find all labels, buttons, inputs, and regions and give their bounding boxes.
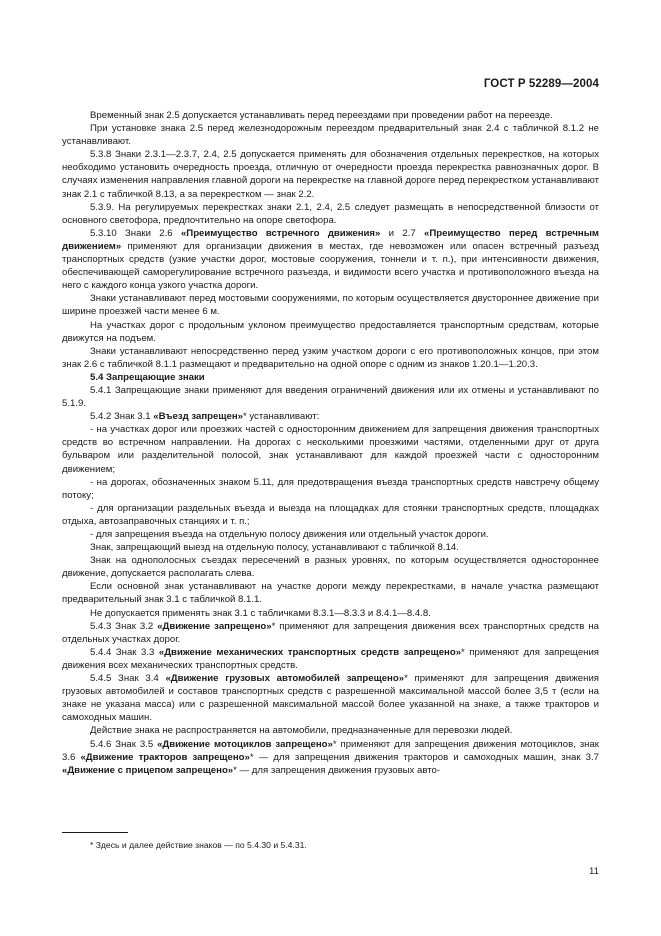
paragraph-text: 5.3.9. На регулируемых перекрестках знаки 2.1, 2.4, 2.5 следует размещать в непосредственной близости от основного светофора, предпочтительно на опоре светофора. — [62, 201, 599, 226]
paragraph-text: Знак на однополосных съездах пересечений в разных уровнях, по которым осуществляется одностороннее движение, допускается располагать слева. — [62, 555, 599, 580]
paragraph-text: 5.3.10 Знаки 2.6 — [90, 227, 181, 239]
body-paragraph — [62, 148, 599, 200]
body-paragraph — [62, 580, 599, 606]
body-paragraph — [62, 528, 599, 541]
section-heading — [62, 371, 599, 384]
paragraph-text: применяют для организации движения в местах, где невозможен или опасен встречный разъезд транспортных средств (узкие участки дорог, мостовые сооружения, тоннели и т. п.), при интенсивности движения, обеспечивающей саморегулирование встречного разъезда, и видимости всего участка и противоположного въезда на него с каждого конца узкого участка дороги. — [62, 240, 599, 292]
paragraph-text: и 2.7 — [380, 227, 425, 239]
paragraph-text: - для запрещения въезда на отдельную полосу движения или отдельный участок дороги. — [90, 529, 489, 540]
paragraph-text: Знак, запрещающий выезд на отдельную полосу, устанавливают с табличкой 8.14. — [90, 542, 459, 554]
paragraph-text: На участках дорог с продольным уклоном преимущество предоставляется транспортным средствам, которые движутся на подъем. — [62, 319, 599, 344]
paragraph-text: * устанавливают: — [242, 411, 320, 423]
body-paragraph — [62, 345, 599, 371]
paragraph-text: - на дорогах, обозначенных знаком 5.11, для предотвращения въезда транспортных средств навстречу общему потоку; — [62, 476, 599, 501]
paragraph-text: * применяют для запрещения движения всех транспортных средств на отдельных участках дорог. — [62, 620, 600, 645]
body-paragraph — [62, 541, 599, 554]
paragraph-text: 5.4.1 Запрещающие знаки применяют для введения ограничений движения или их отмены и устанавливают по 5.1.9. — [62, 384, 599, 410]
body-paragraph — [62, 554, 599, 580]
sign-name: «Движение мотоциклов запрещено» — [157, 738, 333, 750]
document-header: ГОСТ Р 52289—2004 — [483, 78, 599, 90]
paragraph-text: Знаки устанавливают непосредственно перед узким участком дороги с его противоположных концов, при этом знак 2.6 с табличкой 8.1.1 размещают и предварительно на одной опоре с одним из знаков 1.20.1—1.20.3. — [62, 345, 599, 370]
body-paragraph — [62, 109, 599, 122]
body-paragraph — [62, 201, 599, 227]
paragraph-text: 5.4.2 Знак 3.1 — [90, 411, 154, 423]
footnote-divider — [62, 832, 128, 833]
document-body — [62, 109, 599, 777]
paragraph-text: Знаки устанавливают перед мостовыми сооружениями, по которым осуществляется двустороннее движение при ширине проезжей части менее 6 м. — [62, 293, 599, 318]
paragraph-text: * применяют для запрещения движения мотоциклов, знак 3.6 — [62, 738, 599, 763]
body-paragraph — [62, 476, 599, 502]
body-paragraph — [62, 724, 599, 737]
body-paragraph — [62, 620, 599, 646]
paragraph-text: Действие знака не распространяется на автомобили, предназначенные для перевозки людей. — [90, 725, 513, 737]
sign-name: «Преимущество встречного движения» — [180, 227, 381, 239]
paragraph-text: 5.4.5 Знак 3.4 — [90, 673, 166, 685]
paragraph-text: - для организации раздельных въезда и выезда на площадках для стоянки транспортных средств, площадках отдыха, автозаправочных станциях и т. п.; — [62, 502, 599, 527]
sign-name: «Движение с прицепом запрещено» — [62, 764, 234, 776]
page-number: 11 — [589, 866, 599, 877]
body-paragraph — [62, 672, 599, 724]
paragraph-text: Не допускается применять знак 3.1 с табличками 8.3.1—8.3.3 и 8.4.1—8.4.8. — [90, 607, 431, 619]
body-paragraph — [62, 738, 599, 777]
paragraph-text: * — для запрещения движения тракторов и самоходных машин, знак 3.7 — [249, 751, 599, 763]
sign-name: «Въезд запрещен» — [153, 411, 243, 423]
body-paragraph — [62, 384, 599, 410]
sign-name: «Движение запрещено» — [157, 620, 272, 632]
paragraph-text: 5.4 Запрещающие знаки — [90, 371, 205, 383]
body-paragraph — [62, 607, 599, 620]
paragraph-text: Временный знак 2.5 допускается устанавливать перед переездами при проведении работ на переезде. — [90, 110, 553, 121]
sign-name: «Движение тракторов запрещено» — [80, 751, 250, 763]
body-paragraph — [62, 292, 599, 318]
footnote: * Здесь и далее действие знаков — по 5.4.30 и 5.4.31. — [90, 840, 307, 850]
paragraph-text: * применяют для запрещения движения всех механических транспортных средств. — [62, 646, 600, 671]
body-paragraph — [62, 502, 599, 528]
body-paragraph — [62, 423, 599, 475]
paragraph-text: 5.4.3 Знак 3.2 — [90, 620, 158, 632]
body-paragraph — [62, 410, 599, 423]
paragraph-text: * применяют для запрещения движения грузовых автомобилей и составов транспортных средств с разрешенной максимальной массой более 3,5 т (если на знаке не указана масса) или с разрешенной максимальной массой более указанной на знаке, а также тракторов и самоходных машин. — [62, 673, 599, 724]
paragraph-text: Если основной знак устанавливают на участке дороги между перекрестками, в начале участка размещают предварительный знак 3.1 с табличкой 8.1.1. — [62, 581, 599, 606]
paragraph-text: * — для запрещения движения грузовых авто- — [233, 764, 441, 776]
sign-name: «Преимущество перед встречным движением» — [62, 227, 599, 252]
paragraph-text: - на участках дорог или проезжих частей с односторонним движением для запрещения движения транспортных средств во встречном направлении. На дорогах с несколькими проезжими частями, отделенными друг от друга бульваром или разделительной полосой, знак устанавливают для каждой проезжей части с односторонним движением; — [62, 424, 599, 475]
paragraph-text: 5.4.4 Знак 3.3 — [90, 646, 159, 658]
paragraph-text: 5.3.8 Знаки 2.3.1—2.3.7, 2.4, 2.5 допускается применять для обозначения отдельных перекрестков, на которых необходимо установить очередность проезда, отличную от очередности проезда перекрестка равнозначных дорог. В случаях изменения направления главной дороги на перекрестке на главной дороге перед перекрестком устанавливают знак 2.1 с табличкой 8.13, а за перекрестком — знак 2.2. — [62, 149, 599, 200]
sign-name: «Движение механических транспортных средств запрещено» — [158, 646, 462, 658]
sign-name: «Движение грузовых автомобилей запрещено» — [165, 673, 405, 685]
body-paragraph — [62, 122, 599, 148]
body-paragraph — [62, 646, 599, 672]
body-paragraph — [62, 319, 599, 345]
body-paragraph — [62, 227, 599, 292]
paragraph-text: 5.4.6 Знак 3.5 — [90, 738, 158, 750]
paragraph-text: При установке знака 2.5 перед железнодорожным переездом предварительный знак 2.4 с табличкой 8.1.2 не устанавливают. — [62, 123, 599, 148]
